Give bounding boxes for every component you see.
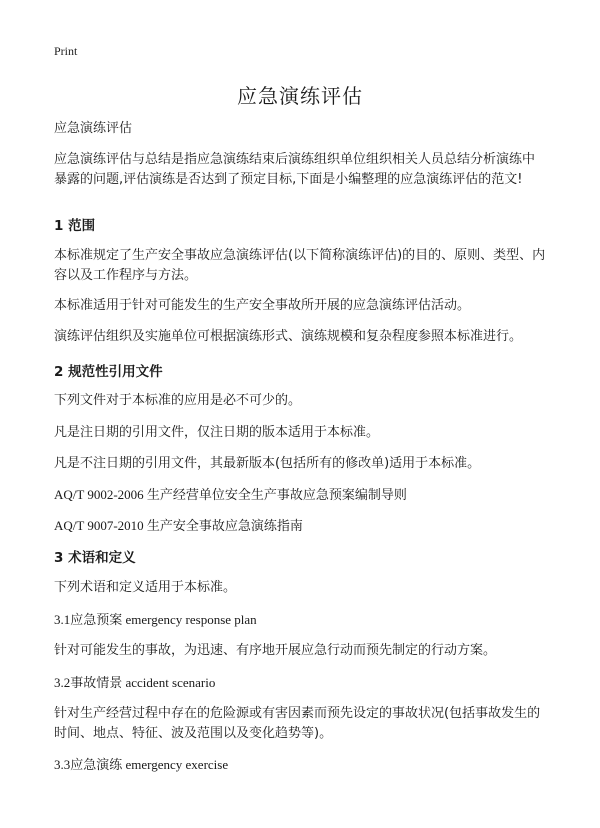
- term-3-1: 3.1应急预案 emergency response plan: [54, 612, 257, 627]
- section-1-paragraph-2: 本标准适用于针对可能发生的生产安全事故所开展的应急演练评估活动。: [54, 298, 471, 313]
- term-3-2: 3.2事故情景 accident scenario: [54, 675, 216, 690]
- section-2-paragraph-1: 下列文件对于本标准的应用是必不可少的。: [54, 393, 302, 408]
- page-title: 应急演练评估: [237, 84, 363, 108]
- section-2-paragraph-2: 凡是注日期的引用文件，仅注日期的版本适用于本标准。: [54, 425, 380, 440]
- definition-3-2: 针对生产经营过程中存在的危险源或有害因素而预先设定的事故状况(包括事故发生的时间、地点、特征、波及范围以及变化趋势等)。: [54, 706, 541, 741]
- section-2-heading: 2 规范性引用文件: [54, 364, 163, 380]
- section-1-heading: 1 范围: [54, 218, 96, 234]
- reference-2: AQ/T 9007-2010 生产安全事故应急演练指南: [54, 518, 303, 533]
- section-3-heading: 3 术语和定义: [54, 550, 136, 566]
- print-link[interactable]: Print: [54, 44, 78, 58]
- intro-paragraph: 应急演练评估与总结是指应急演练结束后演练组织单位组织相关人员总结分析演练中暴露的问题,评估演练是否达到了预定目标,下面是小编整理的应急演练评估的范文!: [54, 152, 536, 187]
- definition-3-1: 针对可能发生的事故，为迅速、有序地开展应急行动而预先制定的行动方案。: [54, 643, 497, 658]
- document-subtitle: 应急演练评估: [54, 121, 133, 136]
- section-1-paragraph-1: 本标准规定了生产安全事故应急演练评估(以下简称演练评估)的目的、原则、类型、内容以及工作程序与方法。: [54, 248, 546, 283]
- section-3-paragraph-1: 下列术语和定义适用于本标准。: [54, 580, 237, 595]
- section-2-paragraph-3: 凡是不注日期的引用文件，其最新版本(包括所有的修改单)适用于本标准。: [54, 456, 481, 471]
- term-3-3: 3.3应急演练 emergency exercise: [54, 757, 229, 772]
- section-1-paragraph-3: 演练评估组织及实施单位可根据演练形式、演练规模和复杂程度参照本标准进行。: [54, 329, 523, 344]
- reference-1: AQ/T 9002-2006 生产经营单位安全生产事故应急预案编制导则: [54, 487, 407, 502]
